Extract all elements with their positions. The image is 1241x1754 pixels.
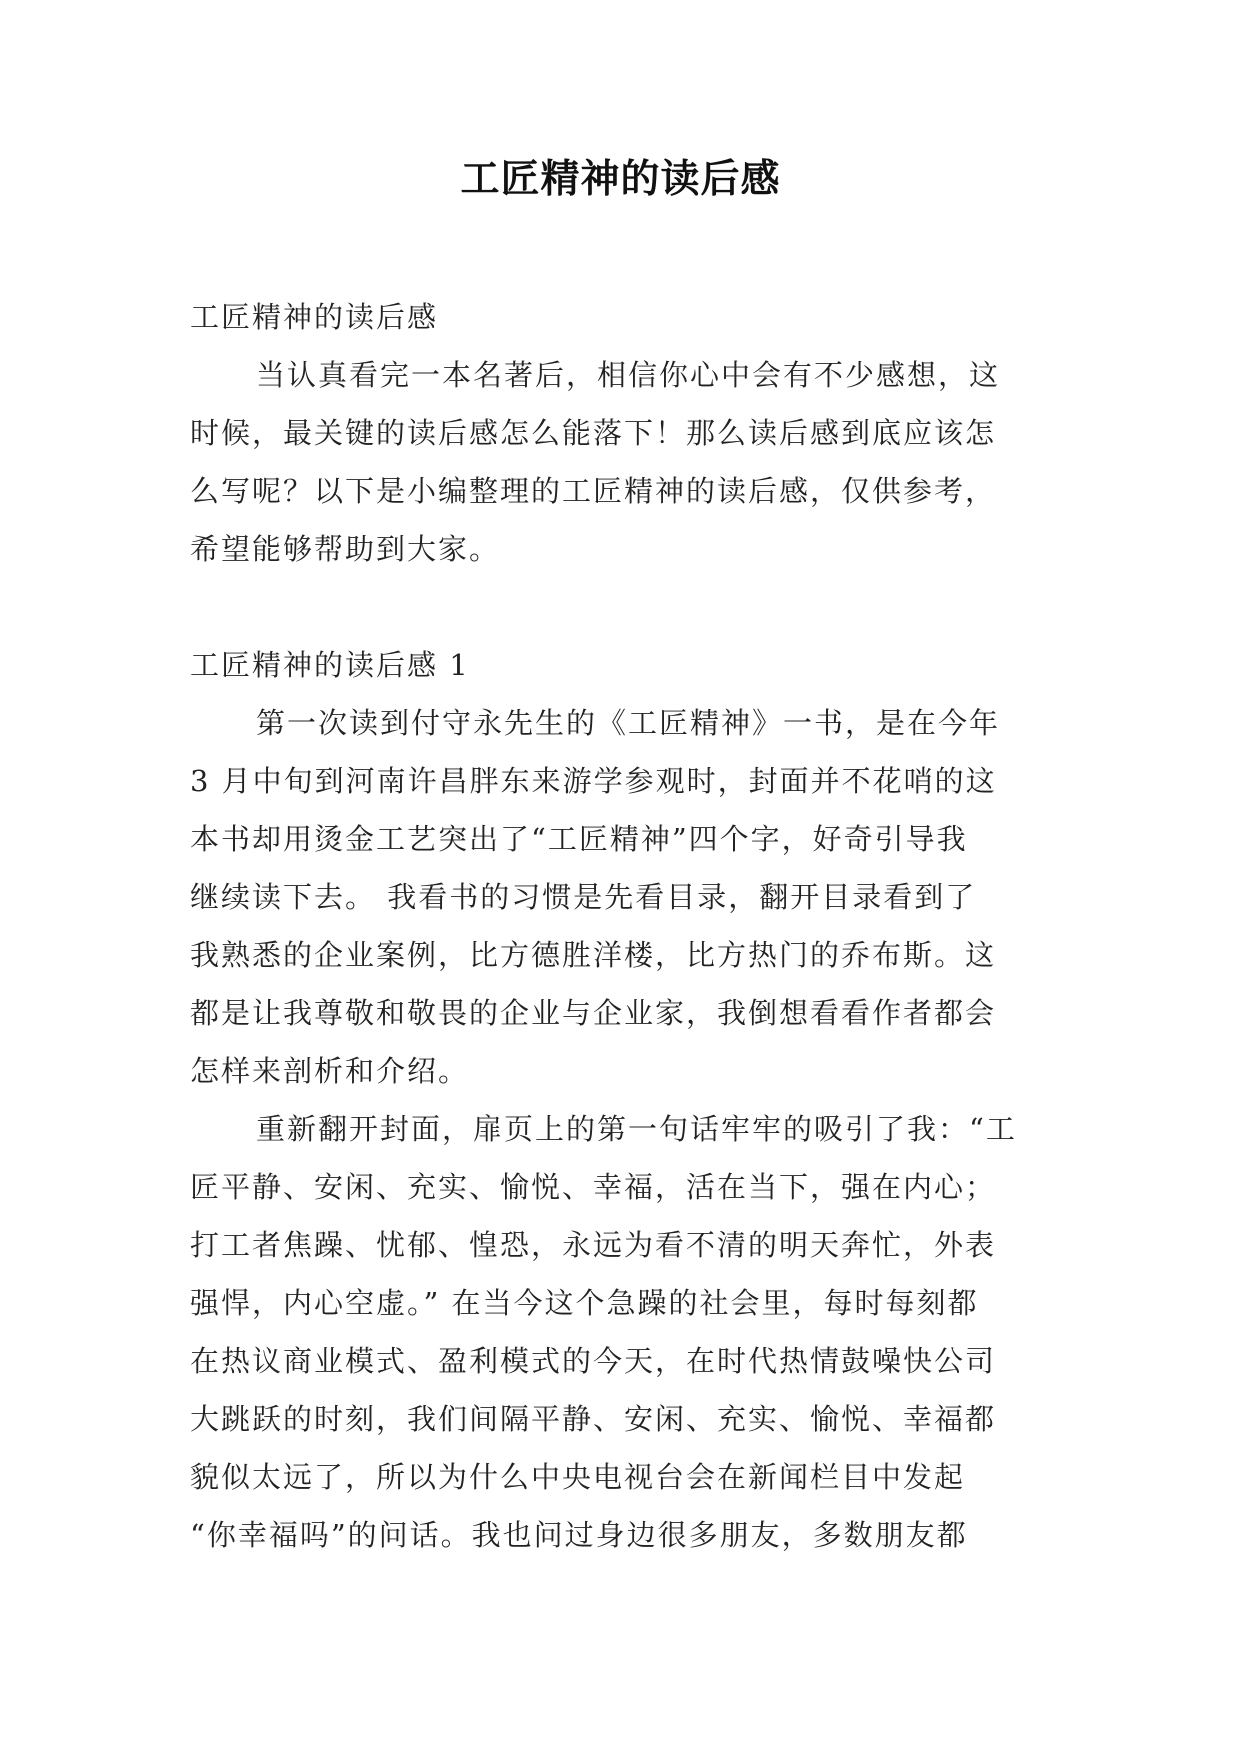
paragraph-line: 貌似太远了，所以为什么中央电视台会在新闻栏目中发起 <box>190 1460 966 1494</box>
paragraph-line: 时候，最关键的读后感怎么能落下！那么读后感到底应该怎 <box>190 416 997 450</box>
section-heading: 工匠精神的读后感 1 <box>190 648 470 682</box>
paragraph-line: 怎样来剖析和介绍。 <box>190 1054 470 1088</box>
paragraph-line: 都是让我尊敬和敬畏的企业与企业家，我倒想看看作者都会 <box>190 996 997 1030</box>
paragraph-line: 继续读下去。 我看书的习惯是先看目录，翻开目录看到了 <box>190 880 977 914</box>
document-body <box>190 288 1050 1564</box>
paragraph-line: 重新翻开封面，扉页上的第一句话牢牢的吸引了我：“工 <box>256 1112 1017 1146</box>
paragraph-line: 打工者焦躁、忧郁、惶恐，永远为看不清的明天奔忙，外表 <box>190 1228 997 1262</box>
paragraph-line: 大跳跃的时刻，我们间隔平静、安闲、充实、愉悦、幸福都 <box>190 1402 997 1436</box>
paragraph-line: 当认真看完一本名著后，相信你心中会有不少感想，这 <box>256 358 1001 392</box>
paragraph-line: 在热议商业模式、盈利模式的今天，在时代热情鼓噪快公司 <box>190 1344 997 1378</box>
paragraph-line: 强悍，内心空虚。” 在当今这个急躁的社会里，每时每刻都 <box>190 1286 979 1320</box>
paragraph-line: 本书却用烫金工艺突出了“工匠精神”四个字，好奇引导我 <box>190 822 968 856</box>
paragraph-line: 第一次读到付守永先生的《工匠精神》一书，是在今年 <box>256 706 1001 740</box>
section-heading: 工匠精神的读后感 <box>190 300 439 334</box>
paragraph-line: “你幸福吗”的问话。我也问过身边很多朋友，多数朋友都 <box>190 1518 968 1552</box>
document-title: 工匠精神的读后感 <box>460 157 781 202</box>
paragraph-gap <box>190 578 1050 636</box>
paragraph-line: 3 月中旬到河南许昌胖东来游学参观时，封面并不花哨的这 <box>190 764 997 798</box>
paragraph-line: 么写呢？以下是小编整理的工匠精神的读后感，仅供参考， <box>190 474 997 508</box>
paragraph-line: 我熟悉的企业案例，比方德胜洋楼，比方热门的乔布斯。这 <box>190 938 997 972</box>
paragraph-line: 希望能够帮助到大家。 <box>190 532 501 566</box>
paragraph-line: 匠平静、安闲、充实、愉悦、幸福，活在当下，强在内心； <box>190 1170 997 1204</box>
